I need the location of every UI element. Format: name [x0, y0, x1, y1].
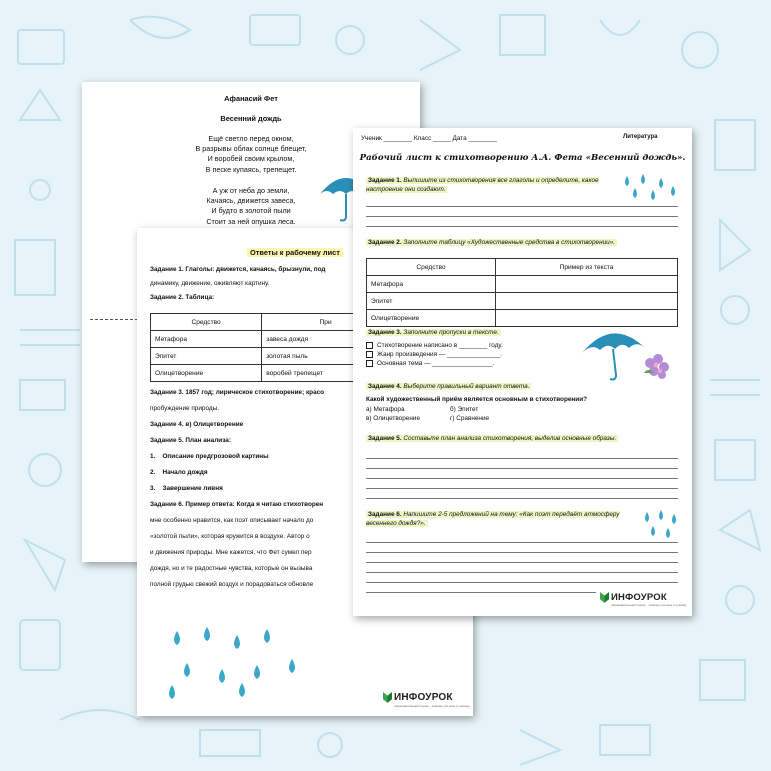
- worksheet-page: [353, 128, 692, 616]
- answer-line: [366, 488, 678, 489]
- answer-task-1: Задание 1. Глаголы: движется, качаясь, брызнули, под: [150, 266, 326, 273]
- logo-mark-icon: [600, 591, 609, 603]
- task-4-question: Какой художественный приём является основным в стихотворении?: [366, 396, 588, 403]
- table-header: Средство: [151, 314, 262, 331]
- answers-title: Ответы к рабочему лист: [247, 248, 343, 257]
- plan-item: 1. Описание предгрозовой картины: [150, 453, 269, 460]
- raindrops-icon: [641, 508, 681, 542]
- checkbox-icon: [366, 342, 373, 349]
- answer-line: [366, 468, 678, 469]
- answer-task-1-cont: динамику, движение, оживляют картину.: [150, 280, 270, 287]
- fill-in-item[interactable]: Стихотворение написано в ________ году.: [366, 341, 503, 350]
- subject-label: Литература: [623, 134, 658, 140]
- answer-line: [366, 216, 678, 217]
- divider: [90, 319, 138, 320]
- task-5: Задание 5. Составьте план анализа стихотворения, выделив основные образы.: [368, 435, 617, 442]
- checkbox-icon: [366, 351, 373, 358]
- task-6: Задание 6. Напишите 2-5 предложений на тему: «Как поэт передаёт атмосферу весеннего дождя?».: [366, 511, 620, 527]
- answer-line: [366, 582, 678, 583]
- answer-task-3-cont: пробуждение природы.: [150, 405, 219, 412]
- answer-line: [366, 458, 678, 459]
- answer-task-5: Задание 5. План анализа:: [150, 437, 231, 444]
- table-header: При: [262, 314, 390, 331]
- plan-item: 3. Завершение ливня: [150, 485, 223, 492]
- answer-line: [366, 572, 678, 573]
- answer-task-6: Задание 6. Пример ответа: Когда я читаю стихотворен: [150, 501, 324, 508]
- poem-title: Весенний дождь: [220, 114, 282, 123]
- logo-mark-icon: [383, 691, 392, 703]
- table-row: Эпитет золотая пыль: [151, 348, 390, 365]
- answer-line: [366, 592, 596, 593]
- table-row: Метафора: [367, 276, 678, 293]
- umbrella-flowers-icon: [578, 323, 678, 385]
- fill-in-item[interactable]: Жанр произведения — _______________.: [366, 350, 503, 359]
- task-2: Задание 2. Заполните таблицу «Художественные средства в стихотворении».: [368, 239, 616, 246]
- poem-line: Качаясь, движется завеса,: [206, 196, 296, 206]
- answer-line: [366, 206, 678, 207]
- task-1: Задание 1. Выпишите из стихотворения все глаголы и определите, какое настроение они создают.: [366, 177, 599, 193]
- infourok-logo: ИНФОУРОК образовательный портал · помощь учителю и ученику: [600, 591, 667, 603]
- worksheet-table: [366, 258, 678, 327]
- option-d[interactable]: г) Сравнение: [450, 415, 490, 422]
- answer-line: «золотой пыли», которая кружится в воздухе. Автор о: [150, 533, 310, 540]
- answer-line: и движения природы. Мне кажется, что Фет сумел пер: [150, 549, 312, 556]
- worksheet-title: Рабочий лист к стихотворению А.А. Фета «Весенний дождь».: [359, 153, 686, 163]
- plan-item: 2. Начало дождя: [150, 469, 208, 476]
- task-3-items: [366, 341, 503, 368]
- answer-line: [366, 478, 678, 479]
- table-cell-empty[interactable]: [496, 293, 678, 310]
- poem-line: Стоит за ней опушка леса.: [206, 216, 296, 226]
- answer-task-4: Задание 4. в) Олицетворение: [150, 421, 244, 428]
- answer-line: [366, 498, 678, 499]
- table-row: Олицетворение воробей трепещет: [151, 365, 390, 382]
- table-row: Олицетворение: [367, 310, 678, 327]
- poem-author: Афанасий Фет: [224, 94, 278, 103]
- answer-line: [366, 562, 678, 563]
- option-c[interactable]: в) Олицетворение: [366, 415, 420, 422]
- poem-line: И воробей своим крылом,: [207, 154, 295, 164]
- poem-line: Ещё светло перед окном,: [208, 134, 294, 143]
- poem-line: А уж от неба до земли,: [212, 186, 290, 195]
- raindrops-icon: [621, 172, 681, 202]
- option-b[interactable]: б) Эпитет: [450, 406, 479, 413]
- task-4-options: [366, 405, 489, 423]
- table-cell-empty[interactable]: [496, 276, 678, 293]
- student-info-line: Ученик ________ Класс _____ Дата ________: [361, 135, 497, 142]
- poem-line: В разрывы облак солнце блещет,: [195, 144, 307, 154]
- table-header: Средство: [367, 259, 496, 276]
- answer-line: полной грудью свежий воздух и порадоваться обновле: [150, 581, 314, 588]
- table-row: Эпитет: [367, 293, 678, 310]
- answer-line: мне особенно нравится, как поэт описывает начало до: [150, 517, 314, 524]
- answer-line: [366, 542, 678, 543]
- poem-line: И будто в золотой пыли: [211, 206, 291, 216]
- answer-task-3: Задание 3. 1857 год; лирическое стихотворение; красо: [150, 389, 325, 396]
- raindrops-icon: [167, 623, 307, 703]
- answer-line: дождя, но и те радостные чувства, которые он вызыва: [150, 565, 313, 572]
- checkbox-icon: [366, 360, 373, 367]
- poem-line: В песке купаясь, трепещет.: [205, 164, 297, 174]
- option-a[interactable]: а) Метафора: [366, 406, 405, 413]
- answer-line: [366, 552, 678, 553]
- table-row: Метафора завеса дождя: [151, 331, 390, 348]
- table-header: Пример из текста: [496, 259, 678, 276]
- answer-line: [366, 226, 678, 227]
- task-4: Задание 4. Выберите правильный вариант ответа.: [368, 383, 530, 390]
- answer-task-2: Задание 2. Таблица:: [150, 294, 215, 301]
- fill-in-item[interactable]: Основная тема — _________________.: [366, 359, 503, 368]
- task-3: Задание 3. Заполните пропуски в тексте.: [368, 329, 499, 336]
- infourok-logo: ИНФОУРОК образовательный портал · помощь учителю и ученику: [383, 691, 453, 703]
